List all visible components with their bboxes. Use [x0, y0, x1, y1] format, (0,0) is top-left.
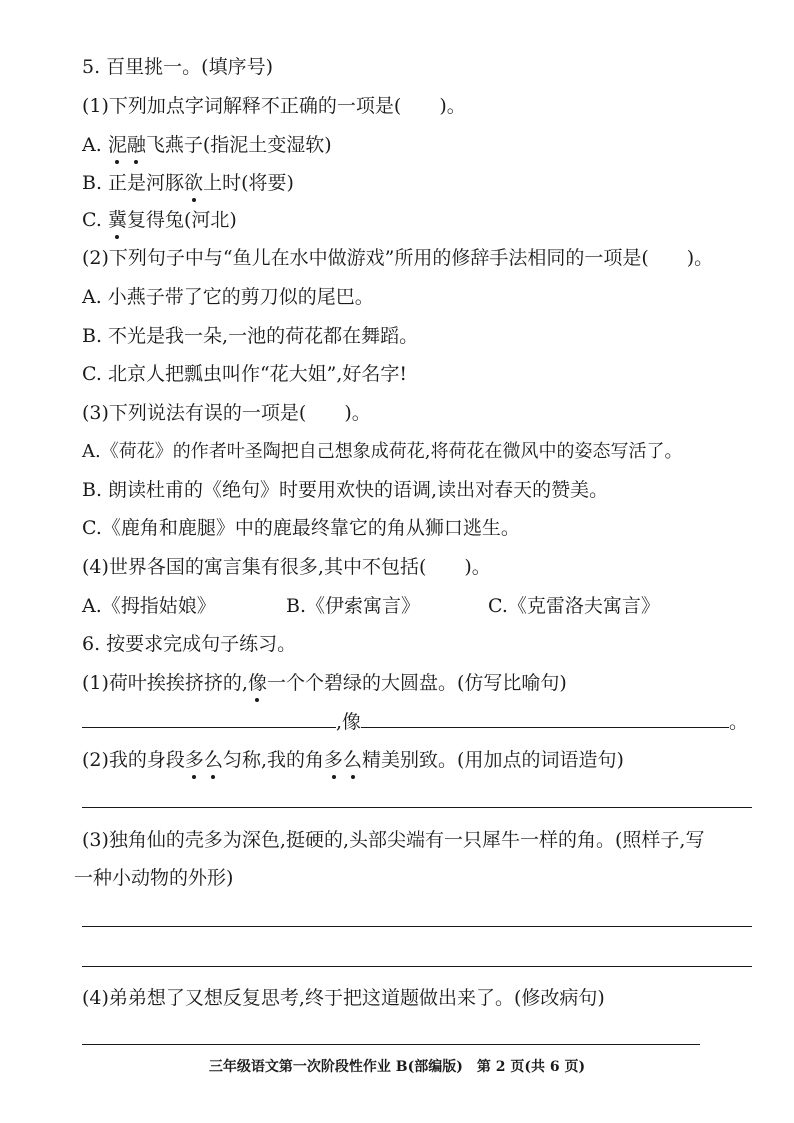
q6-4-prompt: (4)弟弟想了又想反复思考,终于把这道题做出来了。(修改病句) — [82, 987, 605, 1009]
q5-3-option-a: A.《荷花》的作者叶圣陶把自己想象成荷花,将荷花在微风中的姿态写活了。 — [82, 441, 683, 462]
q5-1-option-b: B. 正是河豚欲上时(将要) — [82, 172, 294, 194]
q6-3-answer-line-2[interactable] — [82, 966, 752, 967]
q6-2-prompt: (2)我的身段多么匀称,我的角多么精美别致。(用加点的词语造句) — [82, 749, 624, 771]
q5-1-stem: (1)下列加点字词解释不正确的一项是( )。 — [82, 95, 466, 117]
q6-1-answer-blank-2[interactable] — [361, 709, 729, 728]
q5-4-stem: (4)世界各国的寓言集有很多,其中不包括( )。 — [82, 556, 491, 578]
q5-3-option-b: B. 朗读杜甫的《绝句》时要用欢快的语调,读出对春天的赞美。 — [82, 479, 609, 501]
q5-4-option-c: C.《克雷洛夫寓言》 — [488, 595, 660, 617]
page-footer: 三年级语文第一次阶段性作业 B(部编版) 第 2 页(共 6 页) — [208, 1059, 586, 1075]
q6-4-answer-line[interactable] — [82, 1044, 700, 1045]
q5-3-stem: (3)下列说法有误的一项是( )。 — [82, 402, 371, 424]
q5-2-option-c: C. 北京人把瓢虫叫作“花大姐”,好名字! — [82, 363, 408, 385]
q6-1-prompt: (1)荷叶挨挨挤挤的,像一个个碧绿的大圆盘。(仿写比喻句) — [82, 672, 567, 694]
question-6-title: 6. 按要求完成句子练习。 — [82, 633, 297, 655]
q5-1-option-c: C. 冀复得兔(河北) — [82, 209, 237, 231]
q6-1-answer-blank-1[interactable] — [82, 709, 336, 728]
q6-3-prompt-line-2: 一种小动物的外形) — [74, 867, 234, 889]
q6-1-answer-row: ,像 。 — [82, 709, 748, 734]
question-5-title: 5. 百里挑一。(填序号) — [82, 56, 273, 78]
q5-1-option-a: A. 泥融飞燕子(指泥土变湿软) — [82, 134, 332, 156]
q5-2-option-b: B. 不光是我一朵,一池的荷花都在舞蹈。 — [82, 325, 419, 347]
q6-3-answer-line-1[interactable] — [82, 926, 752, 927]
q6-2-answer-line[interactable] — [82, 807, 752, 808]
q5-4-option-a: A.《拇指姑娘》 — [82, 595, 216, 617]
q5-3-option-c: C.《鹿角和鹿腿》中的鹿最终靠它的角从狮口逃生。 — [82, 517, 520, 539]
q5-4-option-b: B.《伊索寓言》 — [286, 595, 421, 617]
q6-3-prompt-line-1: (3)独角仙的壳多为深色,挺硬的,头部尖端有一只犀牛一样的角。(照样子,写 — [82, 829, 705, 851]
q5-2-stem: (2)下列句子中与“鱼儿在水中做游戏”所用的修辞手法相同的一项是( )。 — [82, 247, 714, 269]
q5-2-option-a: A. 小燕子带了它的剪刀似的尾巴。 — [82, 286, 374, 308]
